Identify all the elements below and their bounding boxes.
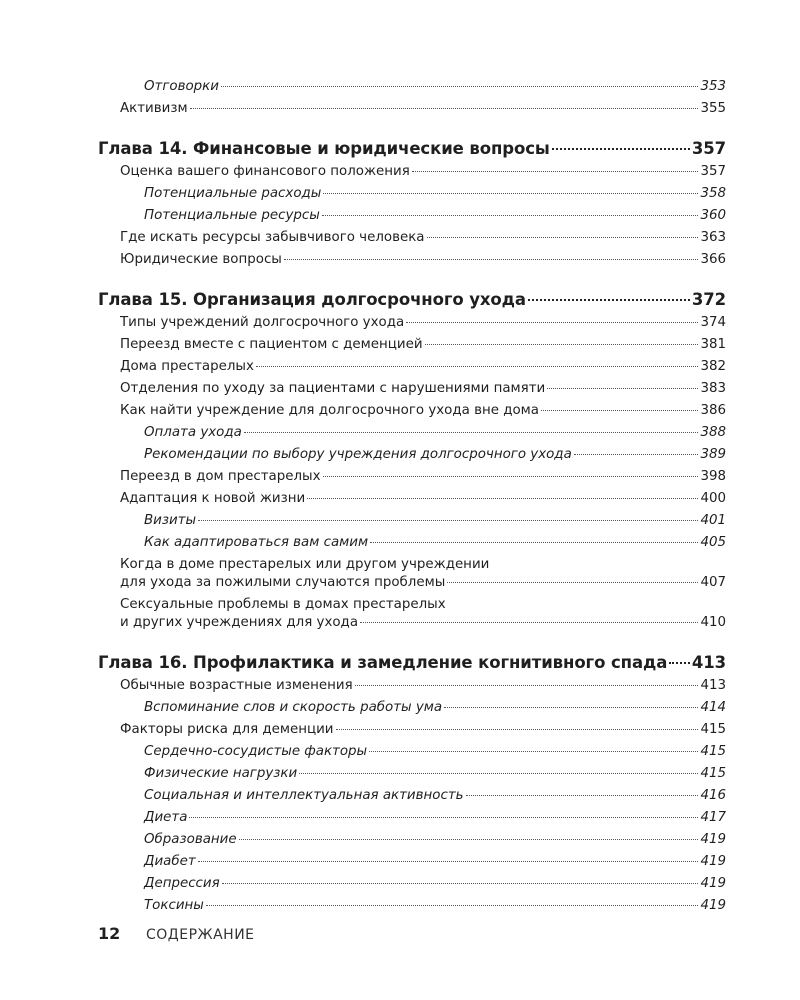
toc-subentry[interactable]: [98, 895, 726, 917]
toc-entry[interactable]: [98, 378, 726, 400]
toc-page-number: 415: [700, 722, 726, 737]
chapter-title: Глава 15. Организация долгосрочного ухода: [98, 290, 526, 309]
dot-leader: [256, 366, 699, 367]
dot-leader: [336, 729, 699, 730]
toc-page-number: 417: [700, 810, 726, 825]
toc-entry-title: Активизм: [120, 101, 188, 116]
toc-entry-last-line: [120, 574, 726, 592]
toc-entry-title: Как адаптироваться вам самим: [144, 535, 369, 550]
dot-leader: [244, 432, 699, 433]
toc-entry-title: Переезд вместе с пациентом с деменцией: [120, 337, 423, 352]
toc-page-number: 381: [700, 337, 726, 352]
toc-entry-title: Как найти учреждение для долгосрочного ухода вне дома: [120, 403, 539, 418]
toc-page-number: 419: [700, 876, 726, 891]
toc-page-number: 419: [700, 898, 726, 913]
toc-entry-title: Отделения по уходу за пациентами с нарушениями памяти: [120, 381, 546, 396]
toc-entry[interactable]: [98, 312, 726, 334]
dot-leader: [206, 905, 699, 906]
toc-entry-title: Диета: [144, 810, 188, 825]
toc-entry-last-line: [120, 614, 726, 632]
toc-page-number: 416: [700, 788, 726, 803]
toc-entry-title: Переезд в дом престарелых: [120, 469, 321, 484]
toc-subentry[interactable]: [98, 532, 726, 554]
toc-entry-title: Факторы риска для деменции: [120, 722, 334, 737]
dot-leader: [406, 322, 698, 323]
toc-entry-title: Токсины: [144, 898, 204, 913]
toc-entry[interactable]: [98, 400, 726, 422]
dot-leader: [323, 193, 698, 194]
dot-leader: [369, 751, 698, 752]
toc-entry[interactable]: [98, 249, 726, 271]
toc-entry-title: Диабет: [144, 854, 196, 869]
dot-leader: [198, 861, 699, 862]
toc-entry-title: Дома престарелых: [120, 359, 254, 374]
toc-entry-title: Где искать ресурсы забывчивого человека: [120, 230, 425, 245]
toc-page-number: 398: [700, 469, 726, 484]
toc-page-number: 372: [691, 290, 726, 309]
dot-leader: [189, 817, 698, 818]
toc-page-number: 413: [700, 678, 726, 693]
toc-entry[interactable]: [98, 554, 726, 594]
dot-leader: [547, 388, 698, 389]
toc-page-number: 401: [700, 513, 726, 528]
dot-leader: [412, 171, 699, 172]
toc-entry[interactable]: [98, 227, 726, 249]
dot-leader: [447, 582, 698, 583]
toc-page-number: 366: [700, 252, 726, 267]
dot-leader: [355, 685, 699, 686]
dot-leader: [284, 259, 699, 260]
section-label: СОДЕРЖАНИЕ: [146, 927, 255, 943]
toc-page-number: 383: [700, 381, 726, 396]
dot-leader: [370, 542, 698, 543]
toc-subentry[interactable]: [98, 763, 726, 785]
toc-subentry[interactable]: [98, 76, 726, 98]
toc-subentry[interactable]: [98, 807, 726, 829]
toc-page-number: 353: [700, 79, 726, 94]
toc-entry-title: Депрессия: [144, 876, 220, 891]
toc-page-number: 413: [691, 653, 726, 672]
page-footer: [98, 924, 255, 943]
toc-page-number: 410: [700, 615, 726, 630]
toc-subentry[interactable]: [98, 444, 726, 466]
toc-chapter-heading[interactable]: [98, 651, 726, 675]
toc-entry-title: Адаптация к новой жизни: [120, 491, 306, 506]
toc-entry-title: Социальная и интеллектуальная активность: [144, 788, 464, 803]
toc-subentry[interactable]: [98, 697, 726, 719]
toc-entry-title: Рекомендации по выбору учреждения долгосрочного ухода: [144, 447, 572, 462]
toc-entry[interactable]: [98, 719, 726, 741]
toc-entry-title: Сердечно-сосудистые факторы: [144, 744, 368, 759]
toc-entry-title-line: Когда в доме престарелых или другом учреждении: [120, 557, 490, 572]
toc-entry[interactable]: [98, 334, 726, 356]
toc-entry-title-line: и других учреждениях для ухода: [120, 615, 359, 630]
dot-leader: [425, 344, 699, 345]
toc-subentry[interactable]: [98, 510, 726, 532]
toc-subentry[interactable]: [98, 422, 726, 444]
toc-entry-title: Вспоминание слов и скорость работы ума: [144, 700, 443, 715]
dot-leader: [222, 883, 699, 884]
toc-subentry[interactable]: [98, 205, 726, 227]
dot-leader: [427, 237, 699, 238]
toc-subentry[interactable]: [98, 851, 726, 873]
dot-leader: [299, 773, 698, 774]
dot-leader: [323, 476, 699, 477]
dot-leader: [466, 795, 699, 796]
toc-entry[interactable]: [98, 466, 726, 488]
toc-page-number: 388: [700, 425, 726, 440]
toc-page-number: 414: [700, 700, 726, 715]
dot-leader: [198, 520, 698, 521]
toc-page-number: 419: [700, 854, 726, 869]
toc-page-number: 415: [700, 766, 726, 781]
toc-page-number: 415: [700, 744, 726, 759]
toc-entry[interactable]: [98, 594, 726, 634]
toc-entry-title-line: для ухода за пожилыми случаются проблемы: [120, 575, 446, 590]
page-number: 12: [98, 924, 121, 943]
dot-leader: [444, 707, 698, 708]
dot-leader: [574, 454, 699, 455]
toc-entry-title: Типы учреждений долгосрочного ухода: [120, 315, 405, 330]
toc-entry[interactable]: [98, 488, 726, 510]
toc-page-number: 405: [700, 535, 726, 550]
chapter-title: Глава 14. Финансовые и юридические вопросы: [98, 139, 550, 158]
toc-entry-title: Визиты: [144, 513, 197, 528]
toc-page-number: 374: [700, 315, 726, 330]
toc-entry-title: Юридические вопросы: [120, 252, 282, 267]
toc-page-number: 358: [700, 186, 726, 201]
dot-leader: [360, 622, 698, 623]
toc-entry-title-line: Сексуальные проблемы в домах престарелых: [120, 597, 446, 612]
toc-entry-title: Образование: [144, 832, 237, 847]
toc-entry-title: Отговорки: [144, 79, 219, 94]
toc-page-number: 382: [700, 359, 726, 374]
toc-entry[interactable]: [98, 161, 726, 183]
toc-page-number: 419: [700, 832, 726, 847]
dot-leader: [322, 215, 699, 216]
dot-leader: [552, 148, 690, 150]
table-of-contents: [98, 76, 726, 917]
toc-subentry[interactable]: [98, 873, 726, 895]
toc-page-number: 357: [691, 139, 726, 158]
dot-leader: [528, 299, 690, 301]
toc-entry-title: Потенциальные ресурсы: [144, 208, 320, 223]
toc-page-number: 400: [700, 491, 726, 506]
toc-subentry[interactable]: [98, 785, 726, 807]
toc-page-number: 363: [700, 230, 726, 245]
toc-subentry[interactable]: [98, 829, 726, 851]
toc-entry-title: Обычные возрастные изменения: [120, 678, 353, 693]
dot-leader: [541, 410, 698, 411]
toc-subentry[interactable]: [98, 741, 726, 763]
toc-page-number: 389: [700, 447, 726, 462]
toc-entry-title: Потенциальные расходы: [144, 186, 322, 201]
toc-entry-title: Оплата ухода: [144, 425, 242, 440]
toc-entry[interactable]: [98, 98, 726, 120]
toc-page-number: 407: [700, 575, 726, 590]
chapter-title: Глава 16. Профилактика и замедление когнитивного спада: [98, 653, 668, 672]
toc-entry-title: Физические нагрузки: [144, 766, 298, 781]
toc-subentry[interactable]: [98, 183, 726, 205]
dot-leader: [221, 86, 698, 87]
dot-leader: [239, 839, 699, 840]
dot-leader: [307, 498, 698, 499]
toc-page-number: 360: [700, 208, 726, 223]
toc-page-number: 386: [700, 403, 726, 418]
toc-page-number: 357: [700, 164, 726, 179]
toc-entry-title: Оценка вашего финансового положения: [120, 164, 410, 179]
toc-chapter-heading[interactable]: [98, 288, 726, 312]
toc-chapter-heading[interactable]: [98, 137, 726, 161]
toc-entry[interactable]: [98, 675, 726, 697]
toc-page-number: 355: [700, 101, 726, 116]
dot-leader: [190, 108, 699, 109]
dot-leader: [669, 662, 690, 664]
toc-entry[interactable]: [98, 356, 726, 378]
